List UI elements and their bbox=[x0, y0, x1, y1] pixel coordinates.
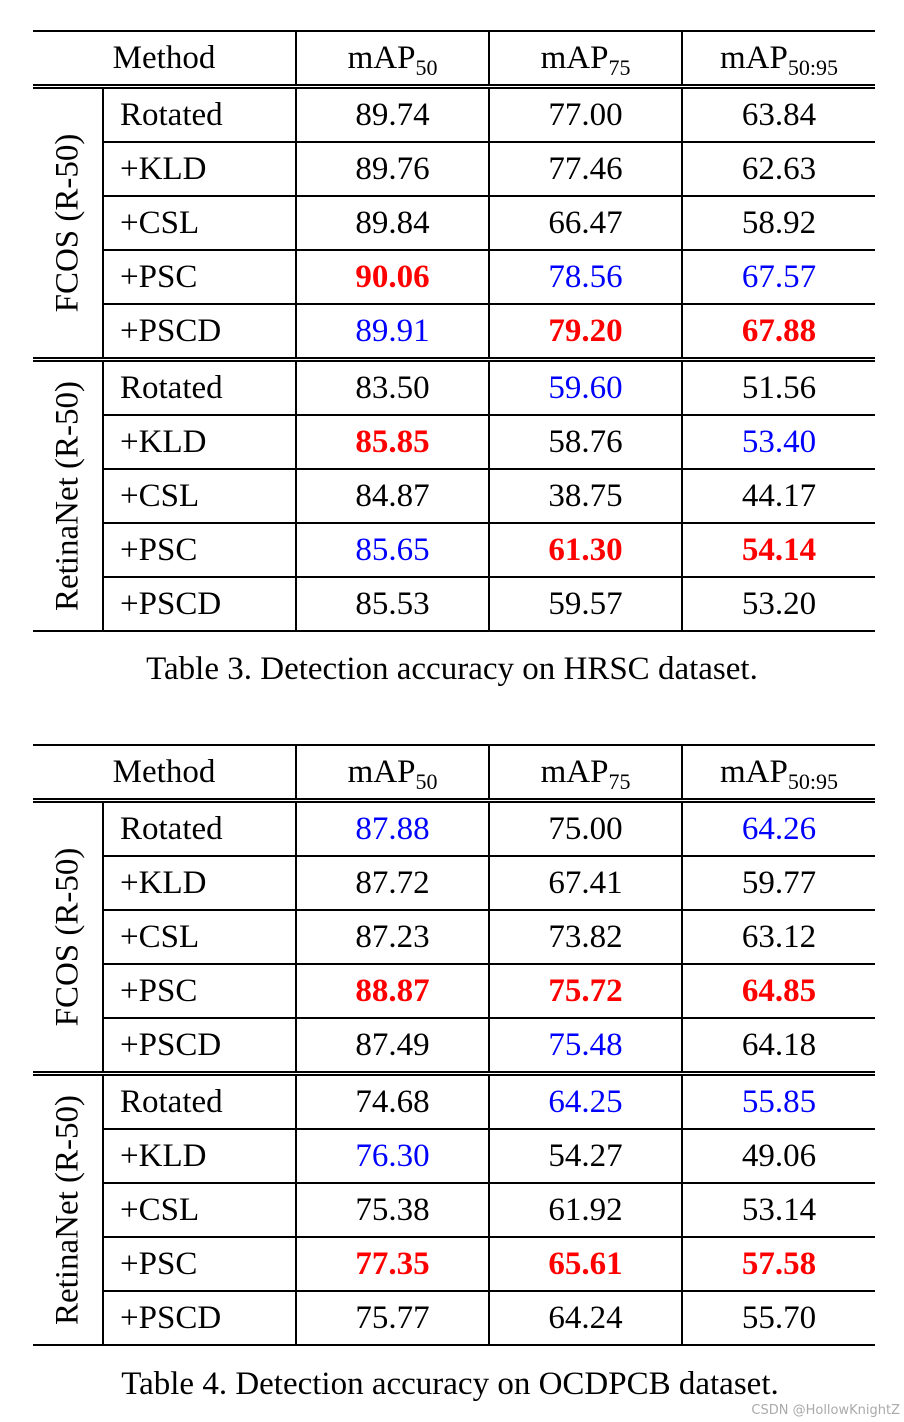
table-row bbox=[33, 360, 875, 416]
method-cell: +PSCD bbox=[103, 1291, 296, 1345]
method-cell: +PSC bbox=[103, 1237, 296, 1291]
method-cell: +KLD bbox=[103, 856, 296, 910]
method-cell: +PSCD bbox=[103, 577, 296, 631]
map5095-cell: 59.77 bbox=[682, 856, 875, 910]
map75-cell: 59.57 bbox=[489, 577, 682, 631]
header-method: Method bbox=[33, 31, 296, 87]
map75-cell: 61.30 bbox=[489, 523, 682, 577]
map75-cell: 64.25 bbox=[489, 1074, 682, 1130]
map75-cell: 73.82 bbox=[489, 910, 682, 964]
method-cell: +KLD bbox=[103, 1129, 296, 1183]
group-label: FCOS (R-50) bbox=[49, 133, 85, 313]
table-row bbox=[33, 577, 875, 631]
map50-cell: 84.87 bbox=[296, 469, 489, 523]
map50-cell: 87.49 bbox=[296, 1018, 489, 1074]
map5095-cell: 49.06 bbox=[682, 1129, 875, 1183]
map75-cell: 54.27 bbox=[489, 1129, 682, 1183]
map50-cell: 75.77 bbox=[296, 1291, 489, 1345]
method-cell: +CSL bbox=[103, 469, 296, 523]
results-table bbox=[33, 30, 875, 632]
table-row bbox=[33, 87, 875, 143]
method-cell: +PSC bbox=[103, 250, 296, 304]
header-map5095: mAP$_{50:95}$ bbox=[682, 745, 875, 801]
map75-cell: 65.61 bbox=[489, 1237, 682, 1291]
map75-cell: 75.00 bbox=[489, 801, 682, 857]
table-4 bbox=[33, 744, 875, 1346]
table-row bbox=[33, 856, 875, 910]
map50-cell: 75.38 bbox=[296, 1183, 489, 1237]
table-row bbox=[33, 523, 875, 577]
header-map5095: mAP$_{50:95}$ bbox=[682, 31, 875, 87]
table-row bbox=[33, 196, 875, 250]
map50-cell: 87.88 bbox=[296, 801, 489, 857]
table-row bbox=[33, 1074, 875, 1130]
map5095-cell: 53.14 bbox=[682, 1183, 875, 1237]
table-row bbox=[33, 1183, 875, 1237]
method-cell: +PSCD bbox=[103, 1018, 296, 1074]
group-label-cell bbox=[33, 87, 103, 360]
map75-cell: 78.56 bbox=[489, 250, 682, 304]
method-cell: +CSL bbox=[103, 196, 296, 250]
map75-cell: 75.48 bbox=[489, 1018, 682, 1074]
table-row bbox=[33, 415, 875, 469]
method-cell: +PSC bbox=[103, 964, 296, 1018]
method-cell: Rotated bbox=[103, 87, 296, 143]
map75-cell: 77.46 bbox=[489, 142, 682, 196]
group-label-cell bbox=[33, 1074, 103, 1346]
group-label: RetinaNet (R-50) bbox=[49, 380, 85, 612]
method-cell: +PSC bbox=[103, 523, 296, 577]
table-row bbox=[33, 910, 875, 964]
group-label: RetinaNet (R-50) bbox=[49, 1094, 85, 1326]
table-row bbox=[33, 142, 875, 196]
header-map50: mAP$_{50}$ bbox=[296, 745, 489, 801]
table-row bbox=[33, 1291, 875, 1345]
map5095-cell: 64.26 bbox=[682, 801, 875, 857]
table-row bbox=[33, 1129, 875, 1183]
map75-cell: 38.75 bbox=[489, 469, 682, 523]
table-row bbox=[33, 801, 875, 857]
map5095-cell: 67.57 bbox=[682, 250, 875, 304]
map50-cell: 89.76 bbox=[296, 142, 489, 196]
map50-cell: 87.23 bbox=[296, 910, 489, 964]
map75-cell: 75.72 bbox=[489, 964, 682, 1018]
table-3-caption: Table 3. Detection accuracy on HRSC dataset. bbox=[146, 651, 758, 687]
map50-cell: 85.85 bbox=[296, 415, 489, 469]
map5095-cell: 54.14 bbox=[682, 523, 875, 577]
map50-cell: 87.72 bbox=[296, 856, 489, 910]
map5095-cell: 64.85 bbox=[682, 964, 875, 1018]
header-row bbox=[33, 31, 875, 87]
header-map75: mAP$_{75}$ bbox=[489, 31, 682, 87]
table-4-caption: Table 4. Detection accuracy on OCDPCB dataset. bbox=[121, 1366, 779, 1402]
group-label-cell bbox=[33, 360, 103, 632]
map50-cell: 89.74 bbox=[296, 87, 489, 143]
map5095-cell: 51.56 bbox=[682, 360, 875, 416]
map75-cell: 67.41 bbox=[489, 856, 682, 910]
header-method: Method bbox=[33, 745, 296, 801]
table-row bbox=[33, 1237, 875, 1291]
table-row bbox=[33, 1018, 875, 1074]
map50-cell: 90.06 bbox=[296, 250, 489, 304]
map5095-cell: 58.92 bbox=[682, 196, 875, 250]
method-cell: Rotated bbox=[103, 1074, 296, 1130]
map50-cell: 89.84 bbox=[296, 196, 489, 250]
method-cell: Rotated bbox=[103, 801, 296, 857]
results-table bbox=[33, 744, 875, 1346]
header-map75: mAP$_{75}$ bbox=[489, 745, 682, 801]
group-label-cell bbox=[33, 801, 103, 1074]
method-cell: +KLD bbox=[103, 415, 296, 469]
method-cell: +PSCD bbox=[103, 304, 296, 360]
map50-cell: 77.35 bbox=[296, 1237, 489, 1291]
map50-cell: 85.53 bbox=[296, 577, 489, 631]
table-row bbox=[33, 304, 875, 360]
map5095-cell: 55.85 bbox=[682, 1074, 875, 1130]
group-label: FCOS (R-50) bbox=[49, 847, 85, 1027]
table-row bbox=[33, 250, 875, 304]
map75-cell: 64.24 bbox=[489, 1291, 682, 1345]
map75-cell: 77.00 bbox=[489, 87, 682, 143]
method-cell: +KLD bbox=[103, 142, 296, 196]
header-map50: mAP$_{50}$ bbox=[296, 31, 489, 87]
map75-cell: 59.60 bbox=[489, 360, 682, 416]
map50-cell: 83.50 bbox=[296, 360, 489, 416]
map75-cell: 61.92 bbox=[489, 1183, 682, 1237]
map50-cell: 89.91 bbox=[296, 304, 489, 360]
map5095-cell: 44.17 bbox=[682, 469, 875, 523]
table-3 bbox=[33, 30, 875, 632]
map5095-cell: 57.58 bbox=[682, 1237, 875, 1291]
map5095-cell: 64.18 bbox=[682, 1018, 875, 1074]
header-row bbox=[33, 745, 875, 801]
map5095-cell: 67.88 bbox=[682, 304, 875, 360]
map75-cell: 58.76 bbox=[489, 415, 682, 469]
table-row bbox=[33, 469, 875, 523]
table-row bbox=[33, 964, 875, 1018]
map50-cell: 74.68 bbox=[296, 1074, 489, 1130]
method-cell: +CSL bbox=[103, 910, 296, 964]
map5095-cell: 63.12 bbox=[682, 910, 875, 964]
map50-cell: 88.87 bbox=[296, 964, 489, 1018]
map5095-cell: 55.70 bbox=[682, 1291, 875, 1345]
method-cell: Rotated bbox=[103, 360, 296, 416]
map5095-cell: 62.63 bbox=[682, 142, 875, 196]
map5095-cell: 63.84 bbox=[682, 87, 875, 143]
map50-cell: 85.65 bbox=[296, 523, 489, 577]
map75-cell: 79.20 bbox=[489, 304, 682, 360]
map5095-cell: 53.20 bbox=[682, 577, 875, 631]
method-cell: +CSL bbox=[103, 1183, 296, 1237]
map75-cell: 66.47 bbox=[489, 196, 682, 250]
watermark: CSDN @HollowKnightZ bbox=[751, 1403, 900, 1418]
map50-cell: 76.30 bbox=[296, 1129, 489, 1183]
map5095-cell: 53.40 bbox=[682, 415, 875, 469]
